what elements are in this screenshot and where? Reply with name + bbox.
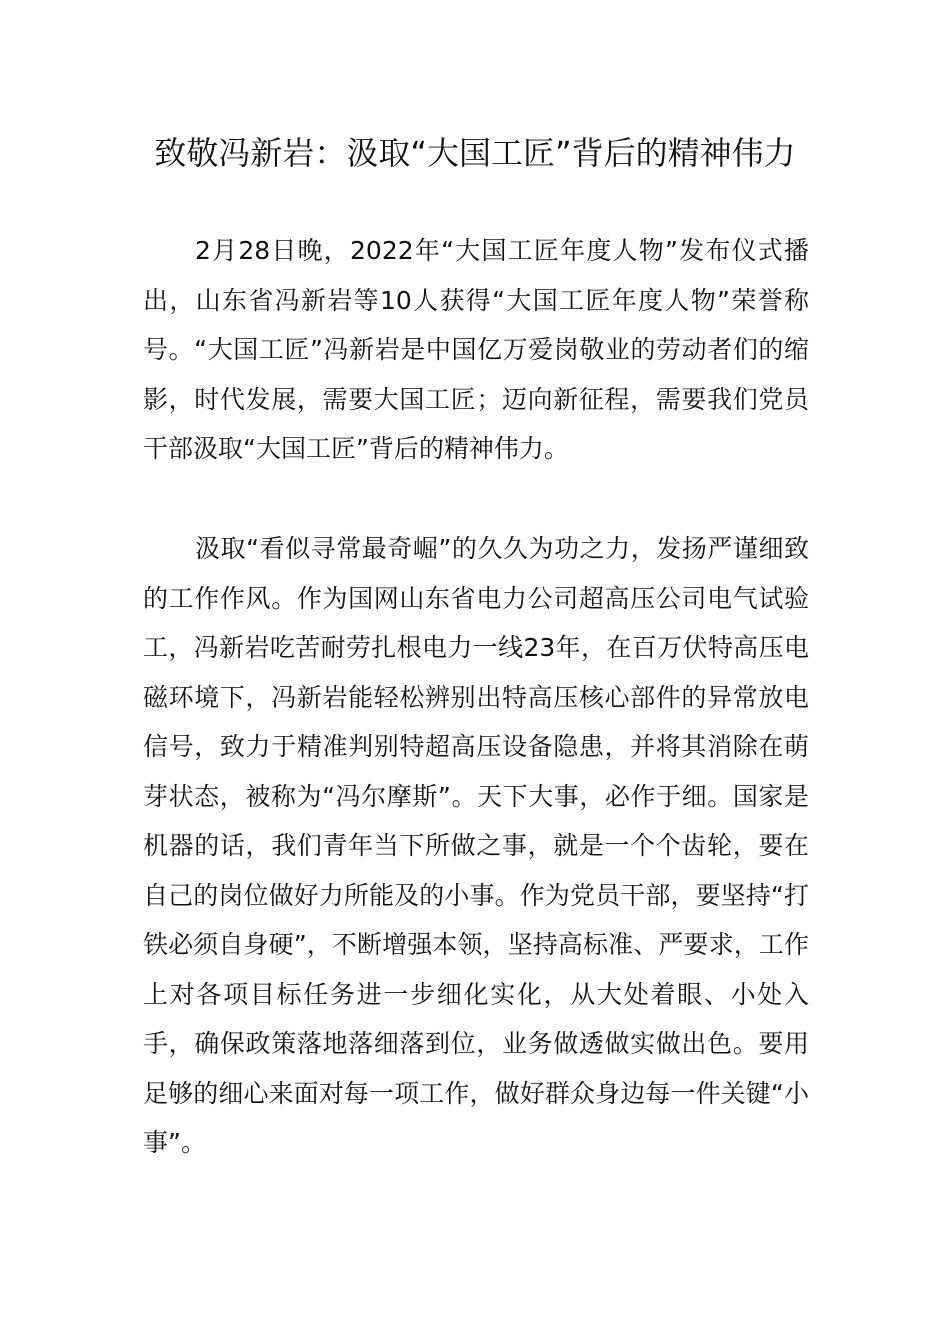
paragraph-2: 汲取“看似寻常最奇崛”的久久为功之力，发扬严谨细致的工作作风。作为国网山东省电力公司超高压公司电气试验工，冯新岩吃苦耐劳扎根电力一线23年，在百万伏特高压电磁环境下，冯新岩能轻松辨别出特高压核心部件的异常放电信号，致力于精准判别特超高压设备隐患，并将其消除在萌芽状态，被称为“冯尔摩斯”。天下大事，必作于细。国家是机器的话，我们青年当下所做之事，就是一个个齿轮，要在自己的岗位做好力所能及的小事。作为党员干部，要坚持“打铁必须自身硬”，不断增强本领，坚持高标准、严要求，工作上对各项目标任务进一步细化实化，从大处着眼、小处入手，确保政策落地落细落到位，业务做透做实做出色。要用足够的细心来面对每一项工作，做好群众身边每一件关键“小事”。 bbox=[143, 534, 809, 1157]
paragraph-1: 2月28日晚，2022年“大国工匠年度人物”发布仪式播出，山东省冯新岩等10人获得“大国工匠年度人物”荣誉称号。“大国工匠”冯新岩是中国亿万爱岗敬业的劳动者们的缩影，时代发展，需要大国工匠；迈向新征程，需要我们党员干部汲取“大国工匠”背后的精神伟力。 bbox=[143, 236, 809, 463]
document-title: 致敬冯新岩：汲取“大国工匠”背后的精神伟力 bbox=[154, 134, 796, 172]
